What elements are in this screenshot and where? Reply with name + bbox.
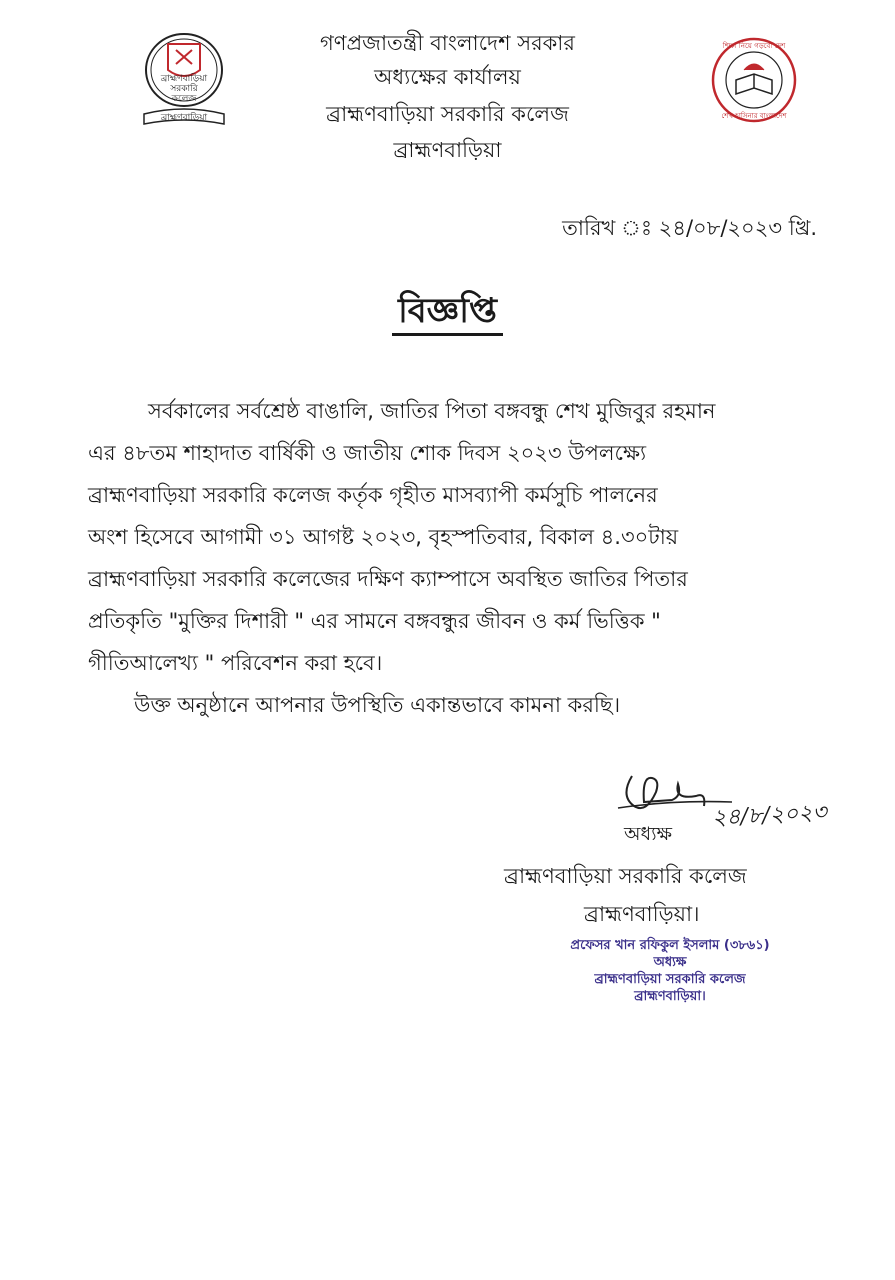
stamp-org: ব্রাহ্মণবাড়িয়া সরকারি কলেজ (594, 972, 746, 987)
header-city: ব্রাহ্মণবাড়িয়া (393, 138, 502, 162)
notice-title-text: বিজ্ঞপ্তি (392, 291, 503, 336)
signatory-org: ব্রাহ্মণবাড়িয়া সরকারি কলেজ (504, 864, 747, 888)
logo-text-2: সরকারি (170, 84, 198, 94)
stamp-place: ব্রাহ্মণবাড়িয়া। (634, 989, 706, 1004)
slogan-text-top: শিক্ষা নিয়ে গড়বো দেশ (722, 42, 786, 50)
signature-date: ২৪/৮/২০২৩ (711, 800, 828, 831)
slogan-text-bottom: শেখ হাসিনার বাংলাদেশ (721, 112, 787, 120)
signatory-role: অধ্যক্ষ (624, 823, 673, 845)
logo-ribbon-text: ব্রাহ্মণবাড়িয়া (160, 113, 208, 123)
logo-text-3: কলেজ (171, 94, 197, 104)
header-college: ব্রাহ্মণবাড়িয়া সরকারি কলেজ (326, 102, 569, 126)
body-line: ব্রাহ্মণবাড়িয়া সরকারি কলেজের দক্ষিণ ক্যাম্পাসে অবস্থিত জাতির পিতার (88, 567, 688, 591)
body-line: প্রতিকৃতি "মুক্তির দিশারী " এর সামনে বঙ্গবন্ধুর জীবন ও কর্ম ভিত্তিক " (88, 609, 661, 633)
signatory-place: ব্রাহ্মণবাড়িয়া। (584, 902, 700, 926)
notice-date: তারিখ ঃ ২৪/০৮/২০২৩ খ্রি. (562, 216, 817, 240)
body-line: ব্রাহ্মণবাড়িয়া সরকারি কলেজ কর্তৃক গৃহীত মাসব্যাপী কর্মসুচি পালনের (88, 483, 658, 507)
stamp-role: অধ্যক্ষ (653, 955, 687, 970)
header-office: অধ্যক্ষের কার্যালয় (374, 65, 521, 89)
notice-title (0, 285, 895, 342)
body-line: গীতিআলেখ্য " পরিবেশন করা হবে। (88, 651, 383, 675)
body-line: এর ৪৮তম শাহাদাত বার্ষিকী ও জাতীয় শোক দিবস ২০২৩ উপলক্ষ্যে (88, 441, 647, 465)
logo-text-1: ব্রাহ্মণবাড়িয়া (160, 74, 208, 84)
body-line: অংশ হিসেবে আগামী ৩১ আগষ্ট ২০২৩, বৃহস্পতিবার, বিকাল ৪.৩০টায় (88, 525, 679, 549)
header-government: গণপ্রজাতন্ত্রী বাংলাদেশ সরকার (320, 31, 575, 55)
body-line: সর্বকালের সর্বশ্রেষ্ঠ বাঙালি, জাতির পিতা বঙ্গবন্ধু শেখ মুজিবুর রহমান (148, 399, 716, 423)
stamp-name: প্রফেসর খান রফিকুল ইসলাম (৩৮৬১) (570, 938, 770, 953)
slogan-logo-right (710, 36, 798, 124)
body-line-closing: উক্ত অনুষ্ঠানে আপনার উপস্থিতি একান্তভাবে কামনা করছি। (134, 693, 621, 717)
